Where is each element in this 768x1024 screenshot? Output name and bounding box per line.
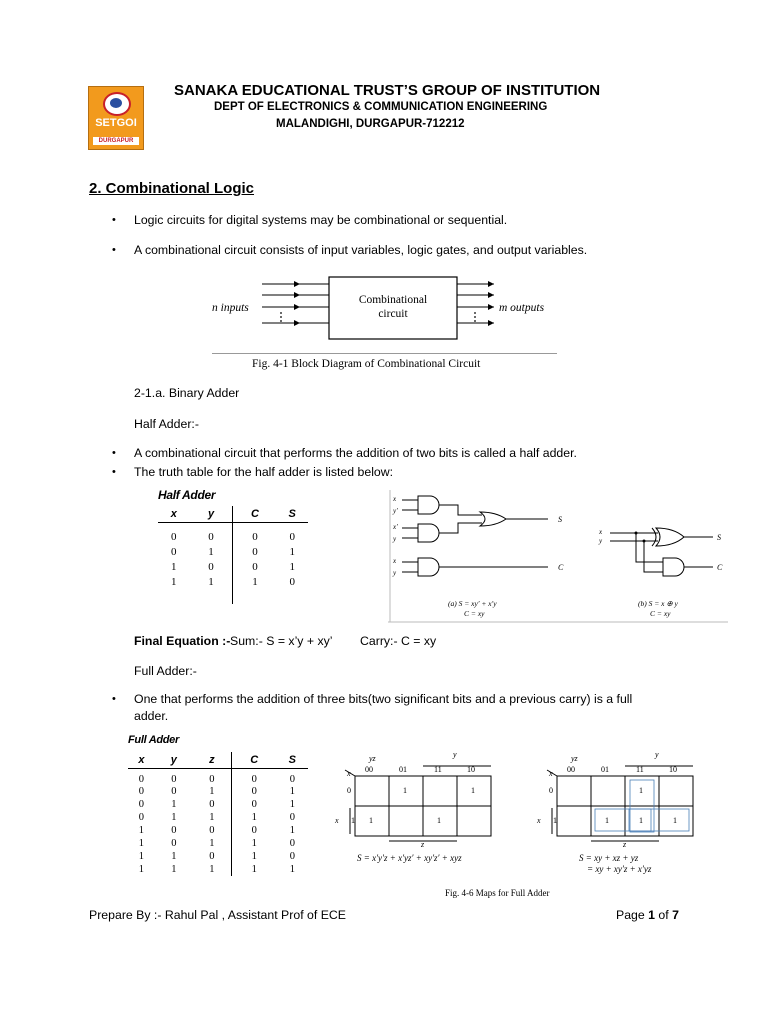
kmap-cell: 1 <box>471 786 475 795</box>
kmap-row-label: 1 <box>553 816 557 825</box>
cell: 0 <box>231 785 276 798</box>
table-row <box>158 574 308 589</box>
cell: 1 <box>138 838 145 849</box>
cell: 1 <box>171 575 177 588</box>
cell: 0 <box>209 799 215 810</box>
kmap-col-label: 11 <box>434 765 442 774</box>
table-row <box>128 785 308 798</box>
bullet-text: Logic circuits for digital systems may be combinational or sequential. <box>134 213 508 227</box>
output-arrowheads <box>488 281 494 326</box>
cell: 0 <box>209 773 215 785</box>
bullet-text: One that performs the addition of three bits(two significant bits and a previous carry) is a full <box>134 692 633 706</box>
input-y-label: y <box>599 537 603 545</box>
cell: 1 <box>231 811 276 824</box>
cell: 0 <box>233 523 276 545</box>
cell: 0 <box>289 838 295 849</box>
full-adder-table <box>128 752 308 876</box>
cell: 1 <box>138 864 145 875</box>
cell: 1 <box>289 560 295 573</box>
half-adder-circuit-svg <box>388 490 728 630</box>
kmap-cell: 1 <box>639 786 643 795</box>
page-of: of <box>654 908 673 922</box>
kmap-row-label: 0 <box>549 786 553 795</box>
kmap-col-label: 10 <box>669 765 677 774</box>
input-arrowheads <box>294 281 300 326</box>
output-s-label: S <box>717 533 721 542</box>
kmap-row-label: 1 <box>351 816 355 825</box>
kmap-cell: 1 <box>639 816 643 825</box>
table-header: S <box>276 506 308 523</box>
cell: 0 <box>171 825 177 836</box>
logo-subtext: DURGAPUR <box>93 137 139 145</box>
cell: 1 <box>209 812 215 823</box>
table-header: C <box>231 752 276 769</box>
cell: 1 <box>289 864 295 875</box>
cell: 0 <box>289 773 295 785</box>
bullet-text: A combinational circuit that performs the addition of two bits is called a half adder. <box>134 446 577 460</box>
kmap-col-label: 00 <box>567 765 575 774</box>
circuit-b-caption-2: C = xy <box>650 609 671 618</box>
table-row <box>128 863 308 876</box>
cell: 0 <box>171 773 177 785</box>
institution-address: MALANDIGHI, DURGAPUR-712212 <box>276 118 465 130</box>
kmap-yz-label: yz <box>369 754 376 763</box>
table-row <box>158 559 308 574</box>
cell: 1 <box>231 863 276 876</box>
cell: 0 <box>138 799 145 810</box>
kmap-cell: 1 <box>673 816 677 825</box>
cell: 1 <box>209 864 215 875</box>
kmap-x-label: x <box>549 769 553 778</box>
kmap-col-label: 11 <box>636 765 644 774</box>
figure-block-diagram <box>212 272 557 372</box>
outputs-label: m outputs <box>499 302 545 314</box>
input-yp-label: y′ <box>393 507 398 515</box>
figure-divider <box>212 353 557 354</box>
cell: 1 <box>138 825 145 836</box>
table-header: C <box>233 506 276 523</box>
cell: 0 <box>233 559 276 574</box>
input-x-label: x <box>599 528 603 536</box>
cell: 0 <box>171 786 177 797</box>
table-header: z <box>193 752 232 769</box>
cell: 1 <box>171 851 177 862</box>
and-gate-1 <box>418 496 439 514</box>
cell: 1 <box>289 786 295 797</box>
section-title: 2. Combinational Logic <box>89 180 255 197</box>
output-c-label: C <box>717 563 723 572</box>
cell: 0 <box>138 773 145 785</box>
final-equation-sum: Sum:- S = x’y + xy’ <box>230 634 333 648</box>
table-row <box>158 544 308 559</box>
table-row <box>128 798 308 811</box>
circuit-a-caption-2: C = xy <box>464 609 485 618</box>
cell: 0 <box>171 545 177 558</box>
table-row <box>128 850 308 863</box>
input-y-label: y <box>393 535 397 543</box>
kmap-y-label: y <box>453 750 457 759</box>
bullet-icon: • <box>112 447 116 459</box>
cell: 1 <box>208 575 214 588</box>
cell: 0 <box>231 769 276 786</box>
table-header: y <box>155 752 193 769</box>
institution-name: SANAKA EDUCATIONAL TRUST’S GROUP OF INSTITUTION <box>174 82 601 99</box>
full-adder-table-block <box>128 734 318 876</box>
cell: 1 <box>209 786 215 797</box>
input-x-label: x <box>393 495 397 503</box>
final-equation-label: Final Equation :- <box>134 634 231 648</box>
table-row <box>158 523 308 545</box>
cell: 0 <box>208 530 214 543</box>
cell: 1 <box>208 545 214 558</box>
table-header: y <box>190 506 233 523</box>
table-header: x <box>128 752 155 769</box>
bullet-icon: • <box>112 693 116 705</box>
cell: 0 <box>289 575 295 588</box>
institution-logo <box>88 86 144 150</box>
table-row <box>128 837 308 850</box>
kmap-x-label: x <box>347 769 351 778</box>
box-label-2: circuit <box>378 308 408 320</box>
half-adder-heading: Half Adder:- <box>134 417 199 431</box>
input-y-label: y <box>393 569 397 577</box>
cell: 0 <box>171 530 177 543</box>
kmap-caption: Fig. 4-6 Maps for Full Adder <box>445 888 550 898</box>
block-diagram-svg <box>212 272 557 372</box>
kmap-2-equation-2: = xy + xy′z + x′yz <box>587 864 652 874</box>
input-arrows <box>262 284 329 323</box>
cell: 0 <box>171 838 177 849</box>
cell: 0 <box>208 560 214 573</box>
cell: 1 <box>231 850 276 863</box>
bullet-text-cont: adder. <box>134 709 169 723</box>
and-gate-3 <box>418 558 439 576</box>
circuit-b <box>610 528 713 576</box>
kmap-2-equation-1: S = xy + xz + yz <box>579 853 639 863</box>
input-xp-label: x′ <box>393 523 398 531</box>
cell: 1 <box>171 560 177 573</box>
logo-emblem-inner <box>110 98 122 108</box>
page-number <box>616 908 679 922</box>
cell: 1 <box>289 545 295 558</box>
cell: 0 <box>231 798 276 811</box>
table-header: x <box>158 506 190 523</box>
output-s-label: S <box>558 515 562 524</box>
cell: 0 <box>289 851 295 862</box>
bullet-icon: • <box>112 214 116 226</box>
half-adder-circuits <box>388 490 728 630</box>
cell: 0 <box>289 812 295 823</box>
kmap-col-label: 10 <box>467 765 475 774</box>
cell: 0 <box>138 812 145 823</box>
kmap-col-label: 01 <box>601 765 609 774</box>
department-name: DEPT OF ELECTRONICS & COMMUNICATION ENGINEERING <box>214 101 548 113</box>
cell: 1 <box>171 799 177 810</box>
kmap-col-label: 01 <box>399 765 407 774</box>
kmap-yz-label: yz <box>571 754 578 763</box>
kmap-z-label: z <box>421 840 425 849</box>
bullet-text: The truth table for the half adder is listed below: <box>134 465 394 479</box>
and-gate-2 <box>418 524 439 542</box>
cell: 1 <box>289 825 295 836</box>
kmap-x-label: x <box>335 816 339 825</box>
page-prefix: Page <box>616 908 649 922</box>
kmap-figure <box>335 748 695 903</box>
kmap-x-label: x <box>537 816 541 825</box>
cell: 1 <box>171 812 177 823</box>
cell: 0 <box>289 530 295 543</box>
kmap-1-equation: S = x′y′z + x′yz′ + xy′z′ + xyz <box>357 853 462 863</box>
kmap-cell: 1 <box>403 786 407 795</box>
logo-text: SETGOI <box>95 117 137 129</box>
half-adder-table <box>158 506 308 604</box>
table-row <box>128 769 308 786</box>
cell: 0 <box>138 786 145 797</box>
input-x-label: x <box>393 557 397 565</box>
bullet-icon: • <box>112 466 116 478</box>
cell: 1 <box>231 837 276 850</box>
cell: 0 <box>233 544 276 559</box>
kmap-z-label: z <box>623 840 627 849</box>
cell: 1 <box>289 799 295 810</box>
cell: 1 <box>209 838 215 849</box>
kmap-cell: 1 <box>369 816 373 825</box>
inputs-label: n inputs <box>212 302 249 314</box>
prepared-by: Prepare By :- Rahul Pal , Assistant Prof of ECE <box>89 908 346 922</box>
figure-caption: Fig. 4-1 Block Diagram of Combinational Circuit <box>252 358 481 370</box>
circuit-a <box>402 496 548 576</box>
kmap-cell: 1 <box>437 816 441 825</box>
box-label-1: Combinational <box>358 294 428 306</box>
kmap-row-label: 0 <box>347 786 351 795</box>
cell: 0 <box>209 851 215 862</box>
cell: 1 <box>171 864 177 875</box>
bullet-text: A combinational circuit consists of input variables, logic gates, and output variables. <box>134 243 588 257</box>
kmap-1-grid <box>345 766 491 841</box>
kmap-y-label: y <box>655 750 659 759</box>
page-total: 7 <box>672 908 679 922</box>
kmap-col-label: 00 <box>365 765 373 774</box>
circuit-b-caption-1: (b) S = x ⊕ y <box>638 599 678 608</box>
final-equation-carry: Carry:- C = xy <box>360 634 437 648</box>
circuit-a-caption-1: (a) S = xy′ + x′y <box>448 599 497 608</box>
cell: 0 <box>209 825 215 836</box>
cell: 1 <box>233 574 276 589</box>
or-gate <box>480 512 506 526</box>
table-header: S <box>277 752 308 769</box>
table-row <box>128 811 308 824</box>
bullet-icon: • <box>112 244 116 256</box>
page-current: 1 <box>648 908 655 922</box>
cell: 1 <box>138 851 145 862</box>
table-row <box>128 824 308 837</box>
xor-gate <box>656 528 684 546</box>
cell: 0 <box>231 824 276 837</box>
kmap-cell: 1 <box>605 816 609 825</box>
table-title: Half Adder <box>158 488 216 502</box>
table-title: Full Adder <box>128 734 179 746</box>
subsection-title: 2-1.a. Binary Adder <box>134 386 240 400</box>
kmap-2-grid <box>547 766 693 841</box>
and-gate-b <box>663 558 684 576</box>
full-adder-heading: Full Adder:- <box>134 664 197 678</box>
half-adder-table-block <box>158 488 318 604</box>
output-c-label: C <box>558 563 564 572</box>
